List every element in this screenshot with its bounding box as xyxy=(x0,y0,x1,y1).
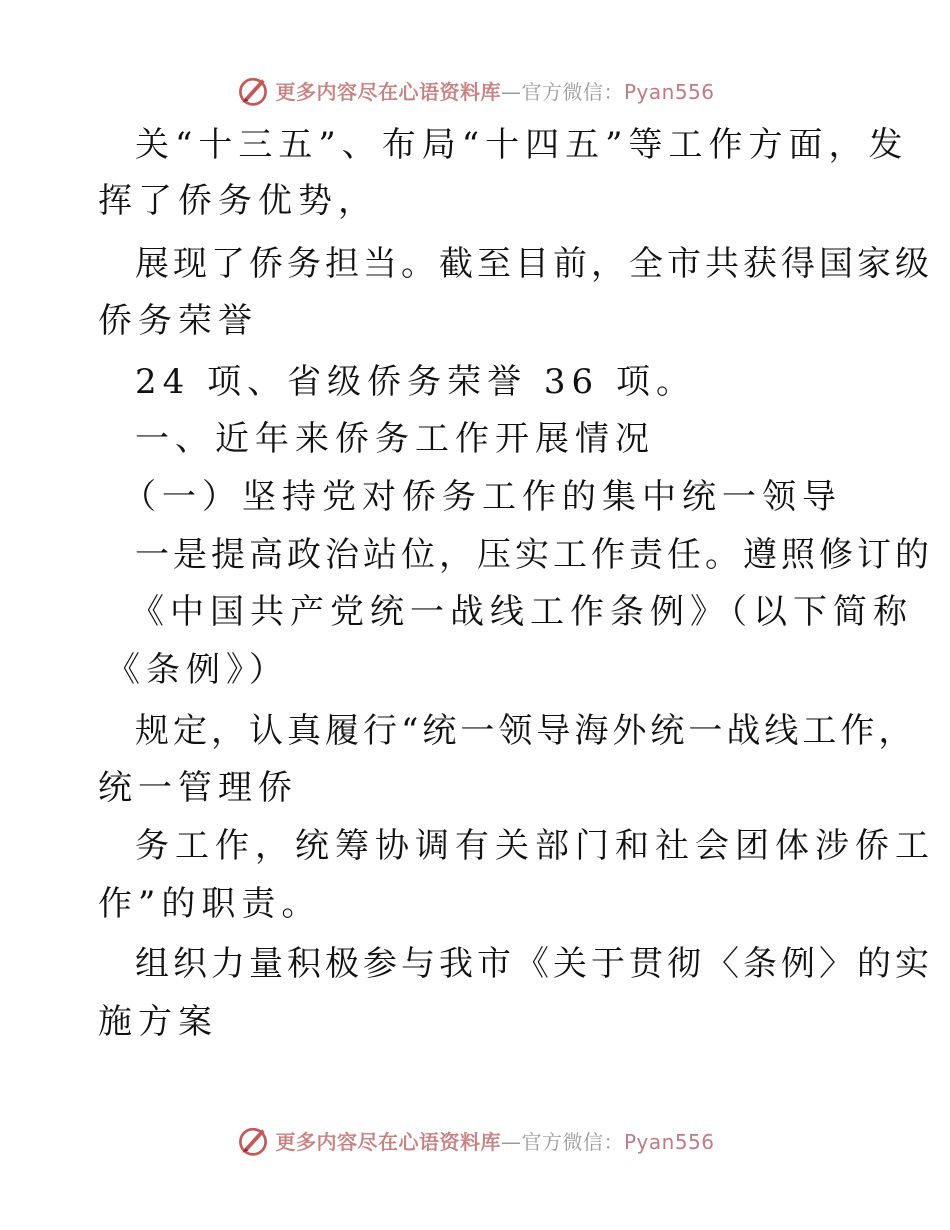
quill-logo-icon xyxy=(235,1122,271,1158)
header-watermark xyxy=(0,70,950,110)
body-line: 务工作，统筹协调有关部门和社会团体涉侨工 xyxy=(135,826,935,866)
section-heading: 一、近年来侨务工作开展情况 xyxy=(135,419,655,459)
body-line: 统一管理侨 xyxy=(98,768,298,808)
body-line: 关“十三五”、布局“十四五”等工作方面，发 xyxy=(135,125,909,165)
subsection-heading: （一）坚持党对侨务工作的集中统一领导 xyxy=(122,477,842,517)
watermark-text xyxy=(275,76,714,105)
body-line: 《条例》） xyxy=(106,650,289,690)
watermark-text xyxy=(275,1126,714,1155)
footer-watermark xyxy=(0,1120,950,1160)
watermark-wechat-label: 官方微信： xyxy=(521,1129,624,1154)
body-line: 24 项、省级侨务荣誉 36 项。 xyxy=(135,362,696,402)
body-line: 施方案 xyxy=(98,1002,218,1042)
watermark-wechat-label: 官方微信： xyxy=(521,79,624,104)
body-line: 一是提高政治站位，压实工作责任。遵照修订的 xyxy=(135,535,933,575)
body-line: 侨务荣誉 xyxy=(98,301,258,341)
watermark-separator: — xyxy=(500,1129,522,1154)
watermark-wechat-id: Pyan556 xyxy=(623,1129,715,1154)
body-line: 《中国共产党统一战线工作条例》（以下简称 xyxy=(130,592,913,632)
body-line: 展现了侨务担当。截至目前，全市共获得国家级 xyxy=(135,244,933,284)
quill-logo-icon xyxy=(235,72,271,108)
body-line: 挥了侨务优势， xyxy=(98,181,378,221)
body-line: 规定，认真履行“统一领导海外统一战线工作， xyxy=(135,711,917,751)
watermark-separator: — xyxy=(500,79,522,104)
watermark-brand: 更多内容尽在心语资料库 xyxy=(275,1129,501,1154)
body-line: 组织力量积极参与我市《关于贯彻〈条例〉的实 xyxy=(135,944,933,984)
watermark-wechat-id: Pyan556 xyxy=(623,79,715,104)
watermark-brand: 更多内容尽在心语资料库 xyxy=(275,79,501,104)
body-line: 作”的职责。 xyxy=(98,884,322,924)
